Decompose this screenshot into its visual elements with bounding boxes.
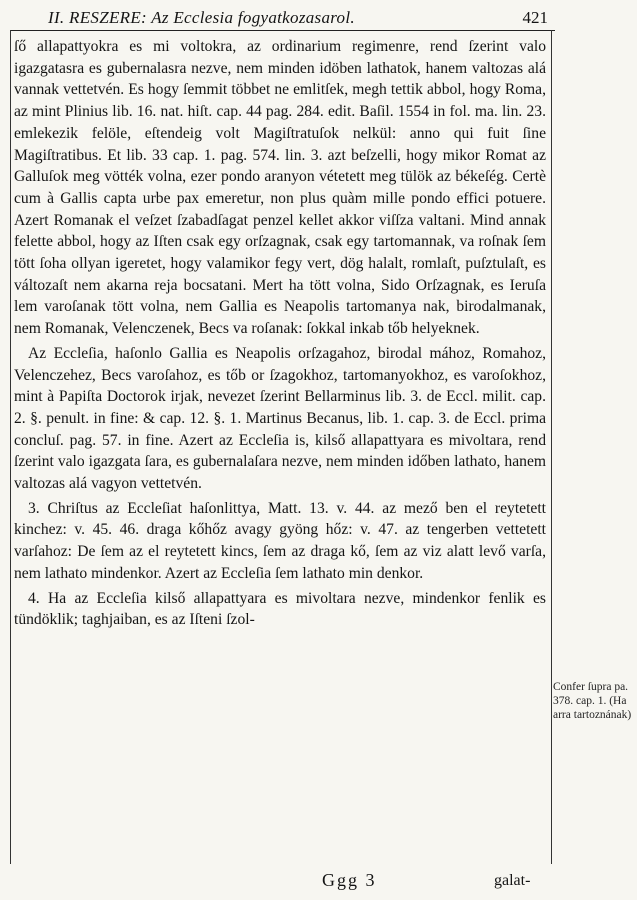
running-header	[18, 6, 550, 32]
paragraph-3: 3. Chriſtus az Eccleſiat haſonlittya, Matt. 13. v. 44. az mező ben el reytetett kinchez: v. 45. 46. draga kőhőz avagy gyöng hőz: v. 47. az tengerben vettetett varſahoz: De ſem az el reytetett kincs, ſem az draga kő, ſem az viz alatt levő varſa, nem lathato mindenkor. Azert az Eccleſia ſem lathato min denkor.	[14, 499, 546, 582]
page-footer	[0, 868, 637, 898]
paragraph-1: ſő allapattyokra es mi voltokra, az ordinarium regimenre, rend ſzerint valo igazgatasra es gubernalasra nezve, nem minden idöben lathatok, hanem valtozas alá vannak vettetvén. Es hogy ſemmit többet ne emlitſek, megh tettik abbol, hogy Roma, az mint Plinius lib. 16. nat. hiſt. cap. 44 pag. 284. edit. Baſil. 1554 in fol. ma. lin. 23. emlekezik felöle, eſtendeig volt Magiſtratuſok nelkül: anno qui fuit ſine Magiſtratibus. Et lib. 33 cap. 1. pag. 574. lin. 3. azt beſzelli, hogy mikor Romat az Galluſok meg vötték volna, ezer pondo aranyon vétetett meg tülök az békeſég. Certè cum à Gallis capta urbe pax emeretur, non plus quàm mille pondo effici potuere. Azert Romanak el veſzet ſzabadſagat penzel kellet akkor viſſza valtani. Mind annak felette abbol, hogy az Iſten csak egy orſzagnak, csak egy tartomannak, va roſnak ſem tött ſoha ollyan igeretet, hogy valamikor fegy vert, dög halalt, romlaſt, puſztulaſt, es változaſt nem akarna reja bocsatani. Mert ha tött volna, Sido Orſzagnak, es Ieruſa lem varoſanak tött volna, nem Gallia es Neapolis tartomanya nak, birodalmanak, nem Romanak, Velenczenek, Becs va roſanak: ſokkal inkab tőb helyeknek.	[14, 38, 546, 338]
paragraph-2: Az Eccleſia, haſonlo Gallia es Neapolis orſzagahoz, birodal mához, Romahoz, Velenczehez, Becs varoſahoz, es tőb or ſzagokhoz, tartomanyokhoz, es varoſokhoz, mint à Papiſta Doctorok irjak, nevezet ſzerint Bellarminus lib. 3. de Eccl. milit. cap. 2. §. penult. in fine: & cap. 12. §. 1. Martinus Becanus, lib. 1. cap. 3. de Eccl. prima concluſ. pag. 57. in fine. Azert az Eccleſia is, kilső allapattyara es mivoltara, rend ſzerint valo igazgata ſara, es gubernalaſara nezve, nem minden időben lathato, hanem valtozas alá vagyon vettetvén.	[14, 344, 546, 493]
paragraph-4: 4. Ha az Eccleſia kilső allapattyara es mivoltara nezve, mindenkor fenlik es tündöklik; taghjaiban, es az Iſteni ſzol-	[14, 589, 546, 629]
main-text	[14, 36, 546, 631]
signature-mark: Ggg 3	[322, 870, 377, 890]
margin-note: Confer ſupra pa. 378. cap. 1. (Ha arra tartoznának)	[553, 681, 632, 721]
catchword: galat-	[494, 872, 531, 889]
page-number: 421	[522, 8, 548, 27]
running-title: II. RESZERE: Az Ecclesia fogyatkozasarol.	[48, 8, 355, 27]
